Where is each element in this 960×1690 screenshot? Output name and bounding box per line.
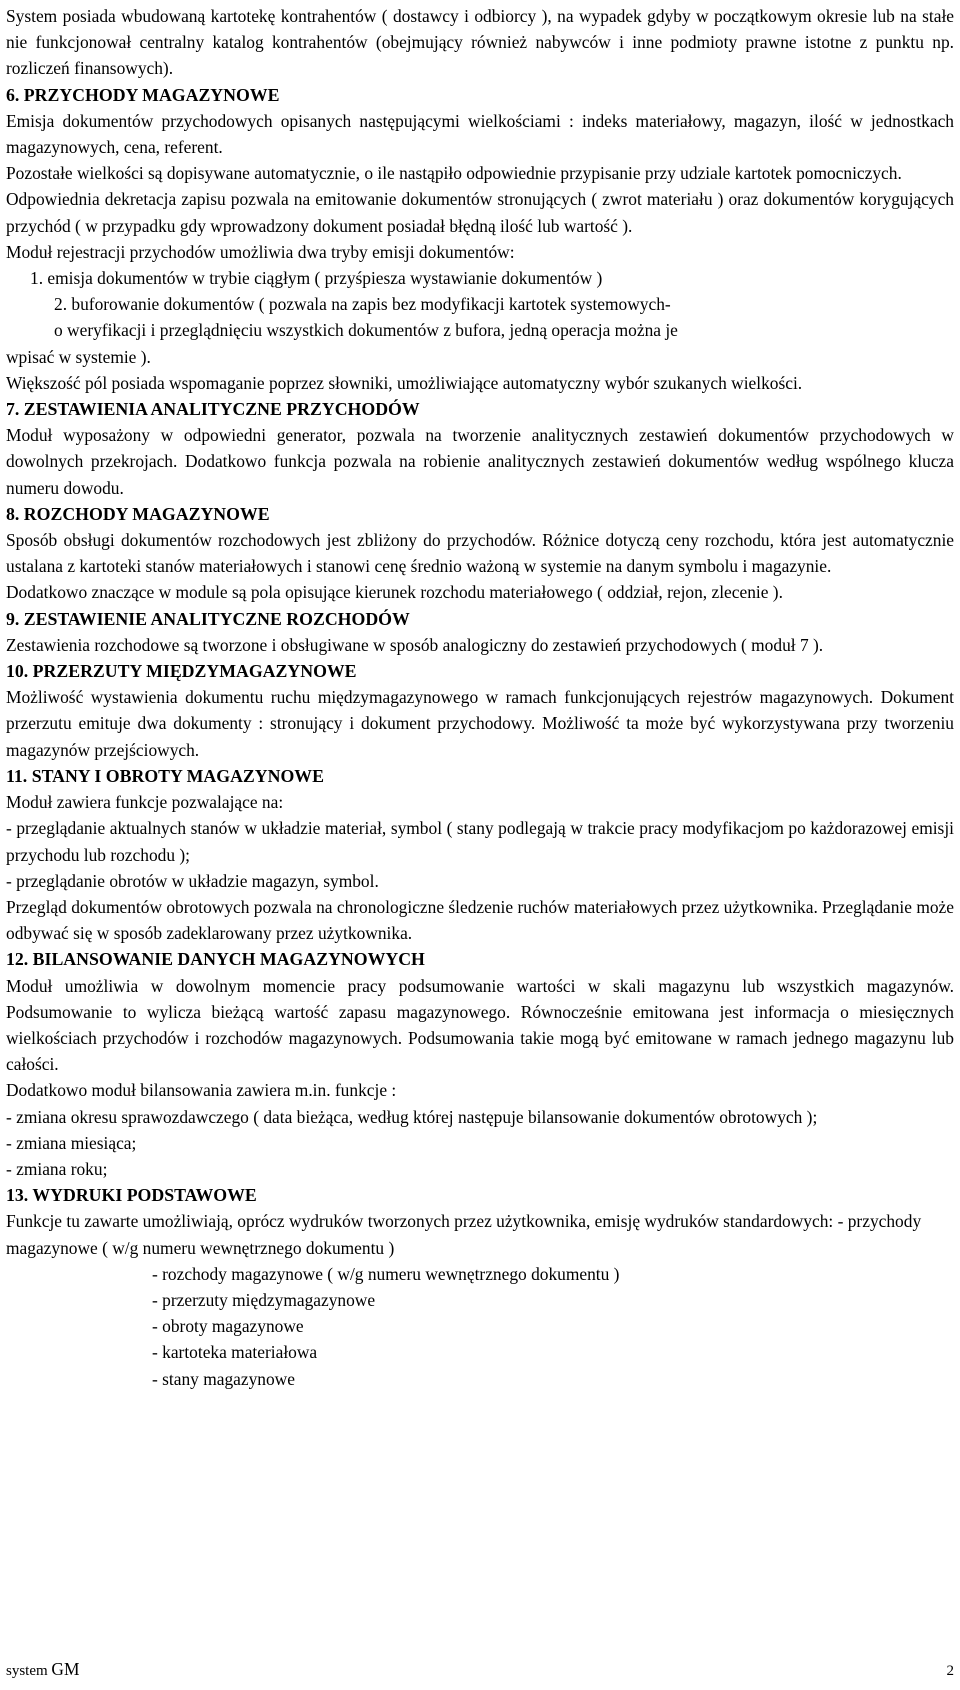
- section-11-paragraph-1: Moduł zawiera funkcje pozwalające na:: [6, 792, 284, 813]
- section-11-heading: 11. STANY I OBROTY MAGAZYNOWE: [6, 765, 324, 786]
- section-6-paragraph-1: Emisja dokumentów przychodowych opisanych następującymi wielkościami : indeks materiałowy, magazyn, ilość w jednostkach magazynowych, cena, referent.: [6, 110, 954, 158]
- section-8-paragraph-1: Sposób obsługi dokumentów rozchodowych jest zbliżony do przychodów. Różnice dotyczą ceny rozchodu, która jest automatycznie ustalana z kartoteki stanów materiałowych i stanowi cenę średnio ważoną w systemie na danym symbolu i magazynie.: [6, 530, 954, 577]
- section-11-list-item-2: - przeglądanie obrotów w układzie magazyn, symbol.: [6, 870, 379, 891]
- section-13-list-item: - przerzuty międzymagazynowe: [152, 1289, 376, 1310]
- section-6-paragraph-5: Większość pól posiada wspomaganie poprzez słowniki, umożliwiające automatyczny wybór szukanych wielkości.: [6, 372, 803, 393]
- section-8-paragraph-2: Dodatkowo znaczące w module są pola opisujące kierunek rozchodu materiałowego ( oddział, rejon, zlecenie ).: [6, 582, 783, 603]
- section-13-list-item: - rozchody magazynowe ( w/g numeru wewnętrznego dokumentu ): [152, 1263, 620, 1284]
- section-10-heading: 10. PRZERZUTY MIĘDZYMAGAZYNOWE: [6, 661, 357, 682]
- section-8-heading: 8. ROZCHODY MAGAZYNOWE: [6, 503, 270, 524]
- section-11-paragraph-2: Przegląd dokumentów obrotowych pozwala na chronologiczne śledzenie ruchów materiałowych przez użytkownika. Przeglądanie może odbywać się w sposób zadeklarowany przez użytkownika.: [6, 896, 954, 944]
- section-12-list-item-2: - zmiana miesiąca;: [6, 1132, 137, 1153]
- section-9-paragraph-1: Zestawienia rozchodowe są tworzone i obsługiwane w sposób analogiczny do zestawień przychodowych ( moduł 7 ).: [6, 634, 824, 655]
- section-6-list-item-2-continuation: o weryfikacji i przeglądnięciu wszystkich dokumentów z bufora, jedną operacja można je: [54, 320, 678, 341]
- section-10-paragraph-1: Możliwość wystawienia dokumentu ruchu międzymagazynowego w ramach funkcjonujących rejestrów magazynowych. Dokument przerzutu emituje dwa dokumenty : stronujący i dokument przychodowy. Możliwość ta może być wykorzystywana przy tworzeniu magazynów przejściowych.: [6, 687, 954, 760]
- section-6-paragraph-2: Pozostałe wielkości są dopisywane automatycznie, o ile nastąpiło odpowiednie przypisanie przy udziale kartotek pomocniczych.: [6, 163, 902, 184]
- section-13-list-item: - obroty magazynowe: [152, 1316, 304, 1337]
- section-6-heading: 6. PRZYCHODY MAGAZYNOWE: [6, 84, 280, 105]
- section-6-list-item-1: 1. emisja dokumentów w trybie ciągłym ( przyśpiesza wystawianie dokumentów ): [30, 268, 603, 289]
- footer-system-label: system: [6, 1663, 48, 1679]
- section-9-heading: 9. ZESTAWIENIE ANALITYCZNE ROZCHODÓW: [6, 608, 410, 629]
- section-6-list-item-2: 2. buforowanie dokumentów ( pozwala na zapis bez modyfikacji kartotek systemowych-: [54, 294, 671, 315]
- section-13-paragraph-1: Funkcje tu zawarte umożliwiają, oprócz wydruków tworzonych przez użytkownika, emisję wydruków standardowych: - przychody magazynowe ( w/g numeru wewnętrznego dokumentu ): [6, 1211, 922, 1258]
- section-6-list-item-2-end: wpisać w systemie ).: [6, 346, 151, 367]
- page-footer: [6, 1656, 954, 1684]
- footer-system-name: [6, 1656, 79, 1684]
- section-11-list-item-1: - przeglądanie aktualnych stanów w układzie materiał, symbol ( stany podlegają w trakcie pracy modyfikacjom po każdorazowej emisji przychodu lub rozchodu );: [6, 818, 954, 865]
- footer-system-code: GM: [51, 1659, 80, 1679]
- section-7-heading: 7. ZESTAWIENIA ANALITYCZNE PRZYCHODÓW: [6, 399, 420, 420]
- section-13-heading: 13. WYDRUKI PODSTAWOWE: [6, 1185, 257, 1206]
- section-12-paragraph-1: Moduł umożliwia w dowolnym momencie pracy podsumowanie wartości w skali magazynu lub wszystkich magazynów. Podsumowanie to wylicza bieżącą wartość zapasu magazynowego. Równocześnie emitowana jest informacja o miesięcznych wielkościach przychodów i rozchodów magazynowych. Podsumowania takie mogą być emitowane w ramach jednego magazynu lub całości.: [6, 975, 954, 1075]
- page-number: 2: [946, 1663, 954, 1679]
- intro-paragraph: System posiada wbudowaną kartotekę kontrahentów ( dostawcy i odbiorcy ), na wypadek gdyby w początkowym okresie lub na stałe nie funkcjonował centralny katalog kontrahentów (obejmujący również nabywców i inne podmioty prawne istotne z punktu np. rozliczeń finansowych).: [6, 6, 954, 79]
- section-13-list-item: - stany magazynowe: [152, 1368, 295, 1389]
- section-6-paragraph-4: Moduł rejestracji przychodów umożliwia dwa tryby emisji dokumentów:: [6, 241, 515, 262]
- section-7-paragraph-1: Moduł wyposażony w odpowiedni generator, pozwala na tworzenie analitycznych zestawień dokumentów przychodowych w dowolnych przekrojach. Dodatkowo funkcja pozwala na robienie analitycznych zestawień dokumentów według wspólnego klucza numeru dowodu.: [6, 425, 954, 498]
- section-6-paragraph-3: Odpowiednia dekretacja zapisu pozwala na emitowanie dokumentów stronujących ( zwrot materiału ) oraz dokumentów korygujących przychód ( w przypadku gdy wprowadzony dokument posiadał błędną ilość lub wartość ).: [6, 189, 954, 236]
- section-12-list-item-3: - zmiana roku;: [6, 1158, 108, 1179]
- section-12-heading: 12. BILANSOWANIE DANYCH MAGAZYNOWYCH: [6, 949, 425, 970]
- section-12-list-item-1: - zmiana okresu sprawozdawczego ( data bieżąca, według której następuje bilansowanie dokumentów obrotowych );: [6, 1106, 818, 1127]
- section-13-list-item: - kartoteka materiałowa: [152, 1342, 318, 1363]
- section-12-paragraph-2: Dodatkowo moduł bilansowania zawiera m.in. funkcje :: [6, 1080, 397, 1101]
